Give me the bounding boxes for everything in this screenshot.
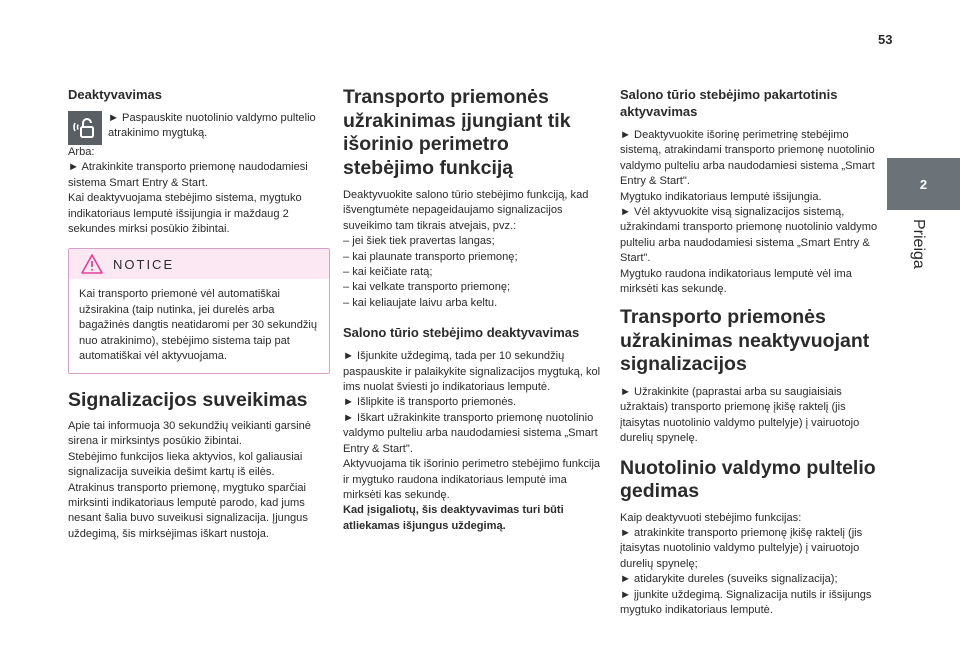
chapter-tab <box>887 213 960 283</box>
chapter-tab-number: 2 <box>887 158 960 210</box>
notice-header <box>69 249 329 279</box>
chapter-tab-label: Prieiga <box>910 219 927 269</box>
alarm-title: Signalizacijos suveikimas <box>68 389 308 412</box>
lock-no-alarm-title: Transporto priemonės užrakinimas neaktyvuojant signalizacijos <box>620 306 870 376</box>
alarm-text: Apie tai informuoja 30 sekundžių veikianti garsinė sirena ir mirksintys posūkio žibintai. Stebėjimo funkcijos lieka aktyvios, kol galiausiai signalizacija suveikia dešimt kartų iš eilės. Atrakinus transporto priemonę, mygtuko sparčiai mirksinti indikatoriaus lemputė parodo, kad jums nesant šalia buvo suveikusi signalizacija. Įjungus uždegimą, šis mirksėjimas iškart nustoja. <box>68 419 311 540</box>
remote-failure-title: Nuotolinio valdymo pultelio gedimas <box>620 456 876 503</box>
warning-triangle-icon <box>81 254 103 274</box>
column-1 <box>68 86 330 542</box>
deactivation-title: Deaktyvavimas <box>68 87 162 102</box>
remote-failure-text: Kaip deaktyvuoti stebėjimo funkcijas: ► atrakinkite transporto priemonę įkišę raktelį (jis įtaisytas nuotolinio valdymo pultelyje) į vairuotojo durelių spynelę; ► atidarykite dureles (suveiks signalizacija); ► įjunkite uždegimą. Signalizacija nutils ir išsijungs mygtuko indikatoriaus lemputė. <box>620 511 872 617</box>
volume-deactivation-note: Kad įsigaliotų, šis deaktyvavimas turi būti atliekamas išjungus uždegimą. <box>343 504 564 532</box>
notice-text: Kai transporto priemonė vėl automatiškai užsirakina (taip nutinka, jei durelės arba bagažinės dangtis neatidaromi per 30 sekundžių nuo atrakinimo), stebėjimo sistema taip pat automatiškai vėl aktyvuojama. <box>79 288 318 363</box>
reactivation-title: Salono tūrio stebėjimo pakartotinis aktyvavimas <box>620 87 838 119</box>
notice-box <box>68 248 330 374</box>
reactivation-text: ► Deaktyvuokite išorinę perimetrinę stebėjimo sistemą, atrakindami transporto priemonę nuotolinio valdymo pulteliu arba naudodamiesi sistema „Smart Entry & Start". Mygtuko indikatoriaus lemputė išsijungia. ► Vėl aktyvuokite visą signalizacijos sistemą, užrakindami transporto priemonę nuotolinio valdymo pulteliu arba naudodamiesi sistema „Smart Entry & Start". Mygtuko raudona indikatoriaus lemputė vėl ima mirksėti kas sekundę. <box>620 129 878 296</box>
remote-unlock-icon <box>68 111 102 145</box>
column-3 <box>620 86 880 618</box>
volume-deactivation-text: ► Išjunkite uždegimą, tada per 10 sekundžių paspauskite ir palaikykite signalizacijos mygtuką, kol ims nuolat šviesti jo indikatoriaus lemputė. ► Išlipkite iš transporto priemonės. ► Iškart užrakinkite transporto priemonę nuotolinio valdymo pulteliu arba naudodamiesi sistema „Smart Entry & Start". Aktyvuojama tik išorinio perimetro stebėjimo funkcija ir mygtuko raudona indikatoriaus lemputė ima mirksėti kas sekundę. <box>343 350 601 501</box>
lock-no-alarm-text: ► Užrakinkite (paprastai arba su saugiaisiais užraktais) transporto priemonę įkišę raktelį (jis įtaisytas nuotolinio valdymo pultelyje) į vairuotojo durelių spynelę. <box>620 385 860 445</box>
deactivation-icon-text: ► Paspauskite nuotolinio valdymo pulteliо atrakinimo mygtuką. <box>108 112 316 140</box>
deactivation-step <box>68 111 330 145</box>
perimeter-lock-title: Transporto priemonės užrakinimas įjungiant tik išorinio perimetro stebėjimo funkciją <box>343 86 571 179</box>
volume-deactivation-title: Salono tūrio stebėjimo deaktyvavimas <box>343 325 580 341</box>
notice-title: NOTICE <box>113 256 175 272</box>
page-number: 53 <box>878 32 893 47</box>
column-2 <box>343 86 605 534</box>
perimeter-lock-text: Deaktyvuokite salono tūrio stebėjimo funkciją, kad išvengtumėte nepageidaujamo signalizacijos suveikimo tam tikrais atvejais, pvz.: – jei šiek tiek pravertas langas; – kai plaunate transporto priemonę; – kai keičiate ratą; – kai velkate transporto priemonę; – kai keliaujate laivu arba keltu. <box>343 189 589 309</box>
deactivation-text: Arba: ► Atrakinkite transporto priemonę naudodamiesi sistema Smart Entry & Start. Kai deaktyvuojama stebėjimo sistema, mygtuko indikatoriaus lemputė išsijungia ir maždaug 2 sekundes mirksi posūkio žibintai. <box>68 146 308 236</box>
